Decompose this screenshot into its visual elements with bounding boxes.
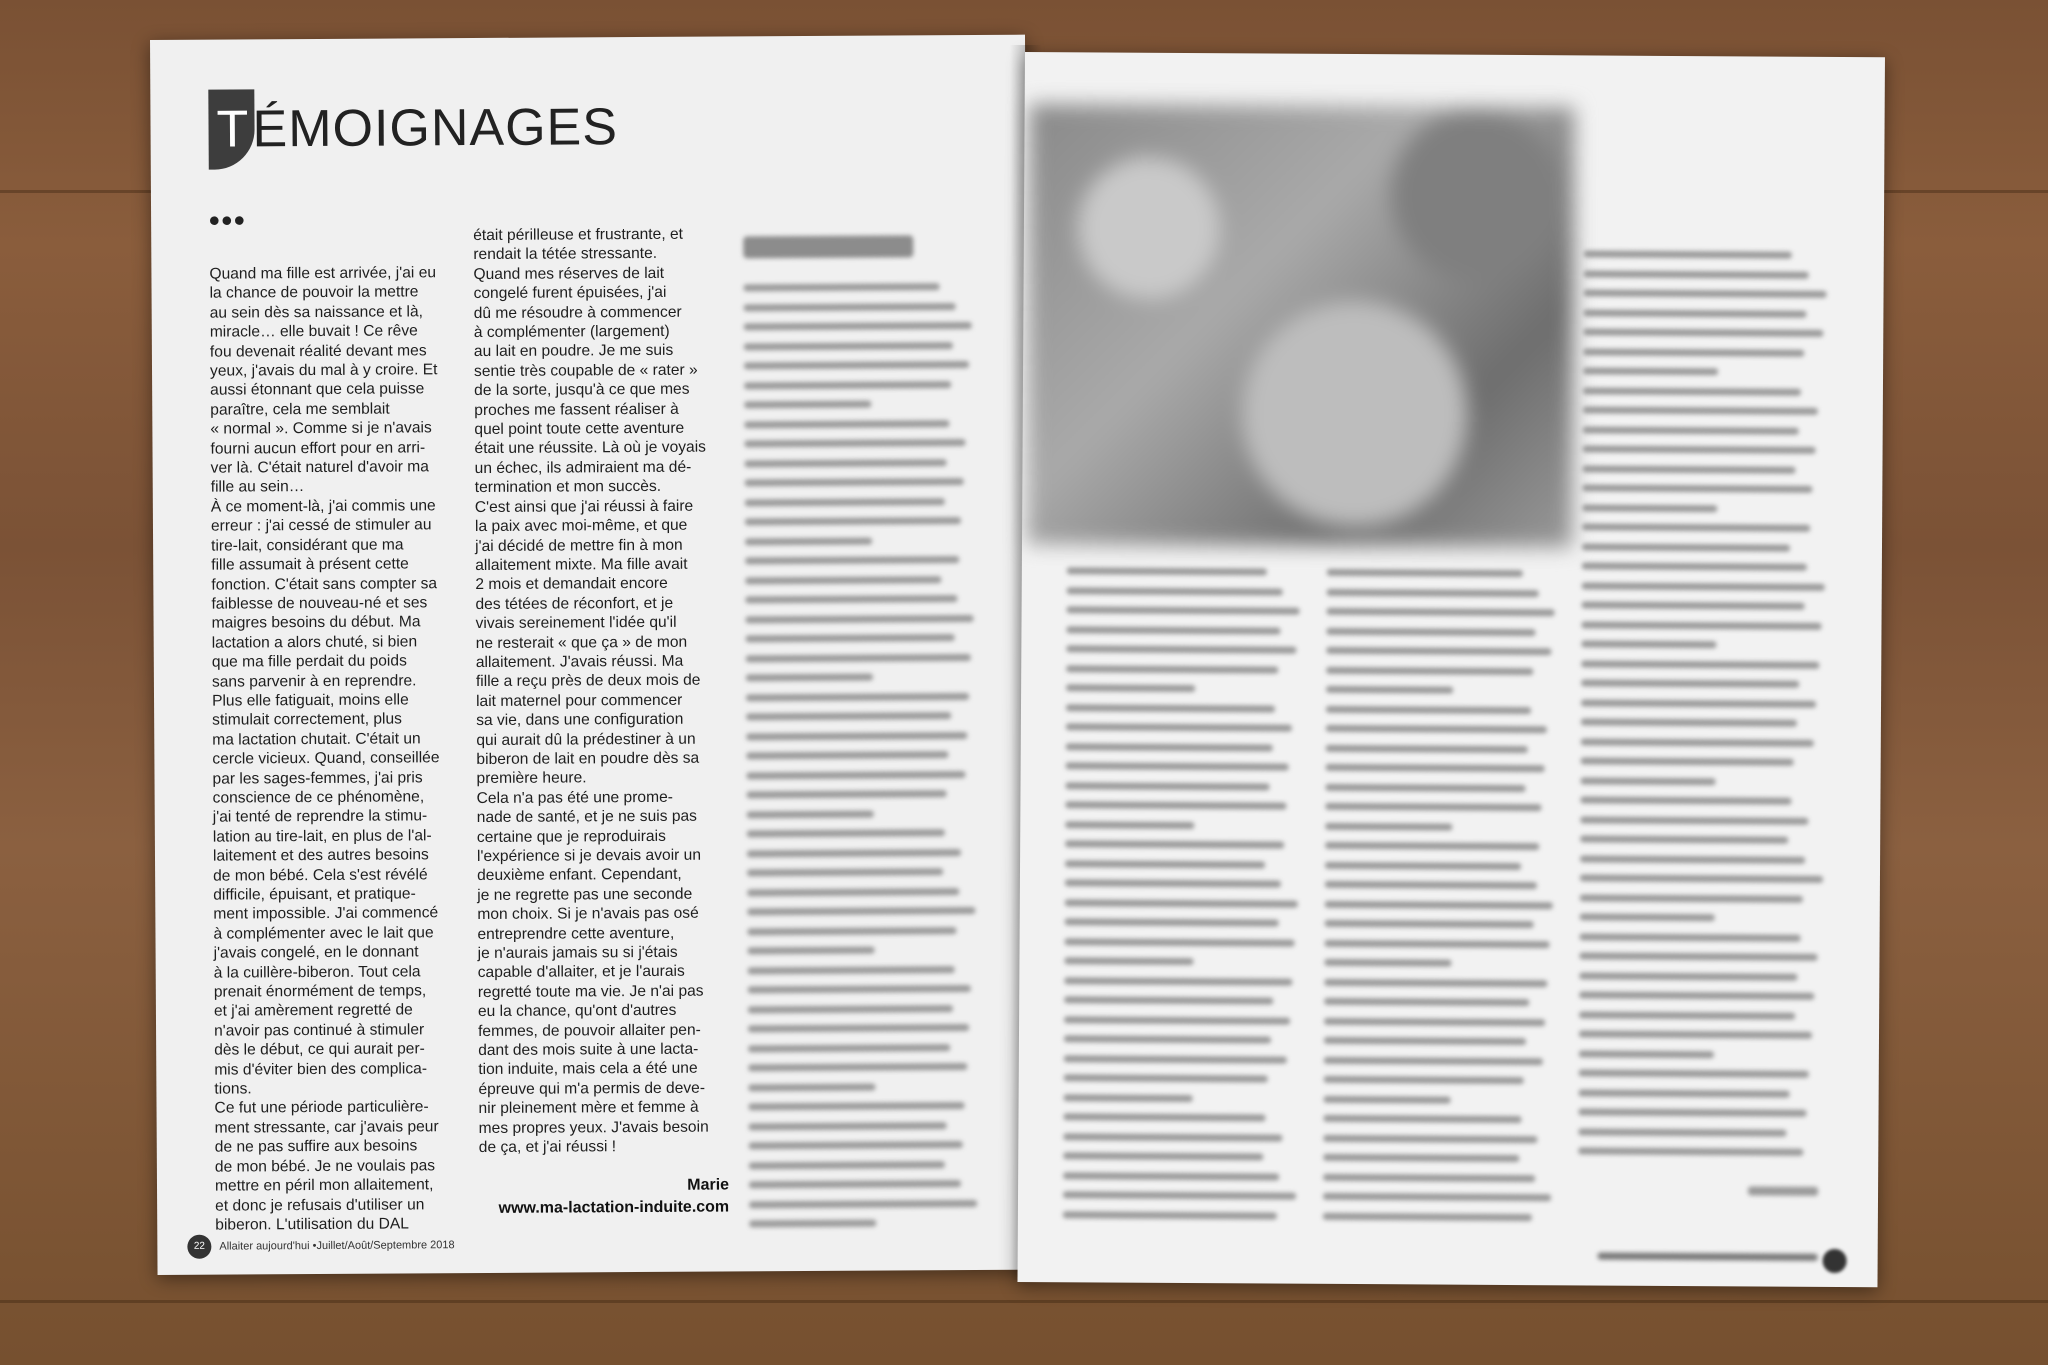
blurred-text-line	[1324, 1037, 1526, 1045]
blurred-text-line	[1584, 289, 1827, 297]
blurred-text-line	[1323, 1154, 1519, 1162]
blurred-text-line	[1583, 445, 1816, 453]
article-line: lait maternel pour commencer	[475, 691, 683, 710]
blurred-text-line	[1580, 874, 1823, 882]
article-line: dû me résoudre à commencer	[473, 303, 682, 322]
blurred-text-line	[745, 517, 961, 525]
blurred-text-line	[1323, 1212, 1532, 1220]
blurred-text-line	[1323, 1115, 1521, 1123]
blurred-text-line	[1326, 725, 1547, 733]
article-line: « normal ». Comme si je n'avais	[210, 419, 432, 438]
blurred-text-line	[749, 1199, 977, 1207]
blurred-text-line	[1065, 801, 1286, 809]
article-column-2	[473, 225, 729, 1158]
blurred-text-line	[1326, 764, 1545, 772]
blurred-text-line	[746, 732, 967, 740]
blurred-text-line	[1580, 894, 1803, 902]
article-line: était une réussite. Là où je voyais	[474, 439, 707, 458]
blurred-text-line	[1066, 626, 1280, 634]
title-text: ÉMOIGNAGES	[252, 98, 619, 159]
blurred-text-line	[744, 322, 972, 330]
article-line: de mon bébé. Je ne voulais pas	[214, 1156, 436, 1176]
blurred-text-line	[1063, 1152, 1263, 1160]
blurred-text-line	[1583, 426, 1799, 434]
article-line: entreprendre cette aventure,	[477, 924, 675, 943]
blurred-text-line	[749, 1161, 945, 1169]
article-line: laitement et des autres besoins	[212, 846, 429, 865]
blurred-text-line	[744, 439, 965, 447]
blurred-text-line	[1064, 996, 1273, 1004]
blurred-text-line	[1581, 640, 1716, 648]
blurred-text-line	[747, 907, 975, 915]
blurred-text-line	[1325, 861, 1521, 869]
blurred-text-line	[1324, 998, 1529, 1006]
article-line: mis d'éviter bien des complica-	[214, 1059, 428, 1079]
blurred-text-line	[1323, 1134, 1537, 1142]
blurred-text-line	[747, 829, 945, 837]
blurred-text-line	[1579, 1011, 1795, 1019]
article-line: et donc je refusais d'utiliser un	[215, 1195, 425, 1215]
article-line: de la sorte, jusqu'à ce que mes	[474, 380, 690, 400]
blurred-text-line	[1066, 704, 1275, 712]
blurred-text-line	[1582, 543, 1790, 551]
title-first-letter: T	[216, 100, 249, 159]
blurred-text-line	[1065, 879, 1281, 887]
blurred-text-line	[1325, 803, 1541, 811]
blurred-text-line	[1323, 1193, 1551, 1201]
right-page	[1017, 52, 1884, 1287]
blurred-text-line	[1327, 608, 1555, 616]
article-line: que ma fille perdait du poids	[211, 652, 407, 671]
signature-url: www.ma-lactation-induite.com	[498, 1198, 730, 1217]
blurred-text-line	[746, 653, 971, 661]
blurred-text-line	[1579, 1089, 1790, 1097]
blurred-text-line	[744, 342, 953, 350]
article-line: j'ai tenté de reprendre la stimu-	[212, 807, 428, 827]
article-line: lation au tire-lait, en plus de l'al-	[212, 827, 432, 846]
blurred-text-line	[746, 771, 965, 779]
blurred-footer	[1598, 1253, 1818, 1274]
article-line: congelé furent épuisées, j'ai	[473, 284, 667, 303]
blurred-text-line	[1065, 918, 1279, 926]
article-line: sentie très coupable de « rater »	[473, 361, 698, 380]
blurred-text-line	[749, 1122, 947, 1130]
article-line: ment impossible. J'ai commencé	[213, 904, 439, 924]
article-line: j'avais congelé, en le donnant	[213, 943, 419, 962]
blurred-column	[1578, 250, 1834, 1168]
blurred-text-line	[748, 1083, 875, 1091]
blurred-text-line	[1064, 977, 1292, 985]
article-line: de ne pas suffire aux besoins	[214, 1137, 418, 1156]
blurred-text-line	[1063, 1211, 1277, 1219]
blurred-text-line	[747, 849, 961, 857]
blurred-text-line	[1326, 647, 1551, 655]
blurred-text-line	[748, 1044, 950, 1052]
blurred-text-line	[745, 478, 964, 486]
blurred-text-line	[1580, 835, 1788, 843]
blurred-text-line	[1324, 959, 1451, 967]
blurred-text-line	[1067, 587, 1283, 595]
blurred-text-line	[749, 1141, 963, 1149]
blurred-text-line	[1325, 783, 1525, 791]
article-line: dant des mois suite à une lacta-	[478, 1040, 699, 1060]
article-line: dès le début, ce qui aurait per-	[214, 1040, 425, 1059]
blurred-text-line	[744, 420, 949, 428]
blurred-text-line	[744, 361, 969, 369]
blurred-text-line	[1579, 972, 1797, 980]
signature-name: Marie	[687, 1176, 730, 1194]
article-line: un échec, ils admiraient ma dé-	[474, 458, 692, 477]
blurred-text-line	[748, 1024, 969, 1032]
article-line: Plus elle fatiguait, moins elle	[211, 691, 409, 710]
blurred-text-line	[746, 693, 969, 701]
article-line: ment stressante, car j'avais peur	[214, 1118, 439, 1137]
blurred-text-line	[1578, 1128, 1786, 1136]
blurred-text-line	[1325, 920, 1534, 928]
article-line: eu la chance, qu'ont d'autres	[477, 1002, 677, 1021]
article-line: paraître, cela me semblait	[210, 400, 390, 419]
blurred-text-line	[1324, 1076, 1524, 1084]
blurred-signature	[1748, 1186, 1818, 1208]
article-line: lactation a alors chuté, si bien	[211, 633, 418, 652]
blurred-text-line	[1064, 1074, 1268, 1082]
article-line: biberon. L'utilisation du DAL	[215, 1215, 409, 1234]
article-line: vivais sereinement l'idée qu'il	[475, 613, 677, 633]
blurred-text-line	[1581, 660, 1819, 668]
article-line: la chance de pouvoir la mettre	[209, 283, 419, 303]
blurred-text-line	[748, 1005, 953, 1013]
blurred-text-line	[1065, 840, 1284, 848]
article-line: mes propres yeux. J'avais besoin	[478, 1118, 709, 1137]
blurred-text-line	[1580, 913, 1715, 921]
article-line: yeux, j'avais du mal à y croire. Et	[209, 361, 438, 380]
article-line: fille au sein…	[210, 478, 305, 497]
blurred-text-line	[747, 810, 874, 818]
blurred-text-line	[1325, 900, 1553, 908]
article-line: j'ai décidé de mettre fin à mon	[475, 536, 683, 555]
blurred-text-line	[747, 888, 959, 896]
article-line: nade de santé, et je ne suis pas	[476, 807, 698, 827]
article-line: prenait énormément de temps,	[213, 982, 427, 1001]
article-line: fille a reçu près de deux mois de	[475, 671, 701, 691]
blurred-text-line	[1065, 860, 1265, 868]
blurred-text-line	[1327, 588, 1539, 596]
blurred-text-line	[1326, 627, 1535, 635]
article-line: À ce moment-là, j'ai commis une	[210, 497, 436, 516]
blurred-text-line	[745, 498, 945, 506]
blurred-text-line	[1326, 744, 1528, 752]
article-line: la paix avec moi-même, et que	[474, 516, 688, 536]
blurred-text-line	[747, 927, 956, 935]
blurred-text-line	[1064, 1094, 1193, 1102]
blurred-text-line	[746, 712, 951, 720]
blurred-text-line	[748, 1063, 967, 1071]
blurred-text-line	[1584, 250, 1792, 258]
blurred-text-line	[1579, 1108, 1807, 1116]
blurred-text-line	[1325, 881, 1537, 889]
blurred-text-line	[1581, 718, 1797, 726]
article-line: proches me fassent réaliser à	[474, 400, 679, 419]
article-line: l'expérience si je devais avoir un	[476, 846, 702, 866]
article-line: je ne regrette pas une seconde	[477, 885, 693, 904]
blurred-text-line	[1326, 686, 1453, 694]
blurred-text-line	[749, 1102, 965, 1110]
blurred-text-line	[745, 576, 941, 584]
blurred-text-line	[1065, 899, 1298, 907]
wood-grain	[0, 1300, 2048, 1303]
article-line: mettre en péril mon allaitement,	[214, 1176, 434, 1195]
article-line: sans parvenir à en reprendre.	[211, 671, 417, 691]
article-line: de mon bébé. Cela s'est révélé	[213, 865, 428, 885]
blurred-text-line	[1066, 762, 1289, 770]
blurred-text-line	[1066, 684, 1195, 692]
blurred-text-line	[748, 985, 971, 993]
article-line: ma lactation chutait. C'était un	[212, 730, 421, 749]
blurred-text-line	[1063, 1113, 1265, 1121]
article-line: difficile, épuisant, et pratique-	[213, 885, 416, 904]
blurred-text-line	[1580, 933, 1801, 941]
article-line: capable d'allaiter, et je l'aurais	[477, 963, 685, 982]
blurred-text-line	[747, 790, 947, 798]
article-line: certaine que je reproduirais	[476, 827, 666, 846]
section-dots: •••	[209, 204, 247, 238]
blurred-text-line	[746, 634, 955, 642]
article-line: n'avoir pas continué à stimuler	[214, 1021, 425, 1040]
article-line: Ce fut une période particulière-	[214, 1098, 429, 1118]
article-line: Quand ma fille est arrivée, j'ai eu	[209, 264, 437, 283]
article-line: termination et mon succès.	[474, 478, 662, 497]
article-line: fourni aucun effort pour en arri-	[210, 438, 426, 458]
article-line: épreuve qui m'a permis de deve-	[478, 1079, 706, 1098]
blurred-text-line	[1063, 1133, 1282, 1141]
blurred-text-line	[1582, 523, 1810, 531]
blurred-text-line	[744, 381, 951, 389]
blurred-text-line	[1583, 348, 1804, 356]
blurred-text-line	[746, 674, 873, 682]
article-line: tire-lait, considérant que ma	[211, 536, 404, 555]
article-line: fille assumait à présent cette	[211, 555, 409, 574]
blurred-text-line	[746, 614, 974, 622]
blurred-text-line	[1323, 1173, 1535, 1181]
article-line: je n'aurais jamais su si j'étais	[477, 943, 678, 963]
blurred-text-line	[1064, 1016, 1290, 1024]
article-line: biberon de lait en poudre dès sa	[476, 749, 700, 768]
article-line: aussi étonnant que cela puisse	[210, 380, 425, 400]
article-line: Quand mes réserves de lait	[473, 264, 665, 283]
blurred-text-line	[745, 595, 957, 603]
article-line: fou devenait réalité devant mes	[209, 341, 427, 361]
blurred-text-line	[1582, 582, 1825, 590]
blurred-text-line	[1583, 387, 1801, 395]
blurred-text-line	[1325, 842, 1539, 850]
article-line: tion induite, mais cela a été une	[478, 1060, 698, 1079]
blurred-text-line	[1580, 855, 1805, 863]
blurred-text-line	[1067, 567, 1267, 575]
blurred-text-line	[1581, 757, 1794, 765]
blurred-text-line	[1324, 1017, 1545, 1025]
article-line: mon choix. Si je n'avais pas osé	[477, 904, 699, 924]
blurred-text-line	[1324, 978, 1547, 986]
blurred-text-line	[748, 966, 955, 974]
blurred-text-line	[1324, 1095, 1451, 1103]
blurred-text-line	[1066, 645, 1296, 653]
article-line: rendait la tétée stressante.	[473, 245, 658, 264]
blurred-text-line	[1582, 465, 1795, 473]
article-line: maigres besoins du début. Ma	[211, 613, 421, 632]
article-line: sa vie, dans une configuration	[476, 710, 684, 730]
article-line: allaitement mixte. Ma fille avait	[475, 555, 688, 574]
article-line: des tétées de réconfort, et je	[475, 594, 674, 613]
article-line: miracle… elle buvait ! Ce rêve	[209, 322, 418, 341]
blurred-text-line	[1581, 679, 1799, 687]
blurred-text-line	[1064, 957, 1193, 965]
article-column-1	[209, 263, 465, 1235]
blurred-text-line	[1065, 821, 1194, 829]
blurred-text-line	[1063, 1191, 1296, 1199]
article-line: à complémenter (largement)	[473, 322, 670, 342]
page-number-badge	[1823, 1249, 1847, 1273]
blurred-text-line	[1581, 738, 1814, 746]
article-line: erreur : j'ai cessé de stimuler au	[210, 516, 432, 535]
blurred-text-line	[1066, 665, 1278, 673]
blurred-text-line	[745, 556, 959, 564]
blurred-text-line	[1066, 743, 1273, 751]
article-line: à complémenter avec le lait que	[213, 924, 434, 943]
article-line: cercle vicieux. Quand, conseillée	[212, 749, 440, 768]
blurred-text-line	[1326, 705, 1531, 713]
blurred-text-line	[744, 283, 940, 291]
blurred-text-line	[1582, 601, 1805, 609]
blurred-text-line	[1581, 699, 1816, 707]
blurred-text-line	[1581, 777, 1716, 785]
blurred-text-line	[744, 401, 871, 409]
blurred-text-line	[1583, 367, 1718, 375]
blurred-text-line	[1579, 1069, 1809, 1077]
blurred-text-line	[1066, 782, 1270, 790]
blurred-text-line	[749, 1220, 876, 1228]
blurred-text-line	[1582, 562, 1807, 570]
blurred-text-line	[1064, 1035, 1271, 1043]
article-line: par les sages-femmes, j'ai pris	[212, 768, 423, 788]
blurred-text-line	[1582, 484, 1812, 492]
blurred-text-line	[1583, 406, 1818, 414]
article-line: faiblesse de nouveau-né et ses	[211, 594, 428, 613]
blurred-text-line	[749, 1180, 961, 1188]
blurred-text-line	[747, 868, 943, 876]
blurred-column	[1323, 569, 1562, 1233]
blurred-text-line	[1579, 952, 1817, 960]
blurred-text-line	[1326, 666, 1533, 674]
article-line: ne resterait « que ça » de mon	[475, 633, 688, 652]
blurred-text-line	[1582, 504, 1717, 512]
article-line: stimulait correctement, plus	[212, 710, 403, 729]
article-line: nir pleinement mère et femme à	[478, 1098, 699, 1118]
left-page	[150, 35, 1033, 1275]
blurred-text-line	[1580, 816, 1808, 824]
blurred-text-line	[1067, 606, 1300, 614]
article-line: 2 mois et demandait encore	[475, 575, 668, 594]
blurred-text-line	[1579, 1050, 1714, 1058]
blurred-text-line	[1584, 270, 1809, 278]
blurred-text-line	[1579, 1030, 1812, 1038]
blurred-text-line	[744, 303, 956, 311]
article-line: C'est ainsi que j'ai réussi à faire	[474, 497, 694, 516]
blurred-text-line	[745, 537, 872, 545]
article-line: femmes, de pouvoir allaiter pen-	[478, 1021, 701, 1040]
blurred-text-line	[748, 947, 875, 955]
blurred-text-line	[1581, 621, 1821, 629]
blurred-photo	[1027, 104, 1575, 547]
blurred-text-line	[745, 459, 947, 467]
article-line: et j'ai amèrement regretté de	[213, 1001, 413, 1021]
blurred-text-line	[1064, 1055, 1287, 1063]
blurred-column	[1063, 567, 1307, 1231]
article-line: était périlleuse et frustrante, et	[473, 225, 684, 245]
blurred-text-line	[1579, 991, 1814, 999]
article-line: tions.	[214, 1080, 252, 1098]
blurred-text-line	[1583, 328, 1823, 336]
page-number-badge: 22	[187, 1235, 211, 1259]
blurred-text-line	[1324, 1056, 1543, 1064]
article-line: Cela n'a pas été une prome-	[476, 788, 673, 807]
article-line: conscience de ce phénomène,	[212, 788, 425, 807]
blurred-text-line	[1325, 939, 1550, 947]
blurred-text-line	[1065, 938, 1295, 946]
article-line: à la cuillère-biberon. Tout cela	[213, 962, 421, 982]
article-line: quel point toute cette aventure	[474, 419, 685, 439]
blurred-column	[743, 235, 984, 1240]
article-line: de ça, et j'ai réussi !	[478, 1138, 617, 1157]
footer-text: Allaiter aujourd'hui •Juillet/Août/Septembre 2018	[219, 1239, 455, 1253]
blurred-text-line	[1325, 822, 1452, 830]
article-line: au sein dès sa naissance et là,	[209, 303, 423, 322]
blurred-text-line	[1063, 1172, 1279, 1180]
blurred-text-line	[746, 751, 948, 759]
blurred-text-line	[1580, 796, 1791, 804]
article-line: au lait en poudre. Je me suis	[473, 342, 674, 361]
article-line: regretté toute ma vie. Je n'ai pas	[477, 982, 704, 1001]
article-line: qui aurait dû la prédestiner à un	[476, 730, 696, 749]
article-line: fonction. C'était sans compter sa	[211, 574, 438, 594]
blurred-text-line	[1583, 309, 1806, 317]
blurred-text-line	[1327, 569, 1523, 577]
blurred-text-line	[1066, 723, 1292, 731]
article-line: allaitement. J'avais réussi. Ma	[475, 652, 684, 671]
article-line: première heure.	[476, 769, 587, 788]
article-line: ver là. C'était naturel d'avoir ma	[210, 458, 429, 477]
blurred-text-line	[1578, 1147, 1803, 1155]
article-line: deuxième enfant. Cependant,	[477, 866, 682, 885]
